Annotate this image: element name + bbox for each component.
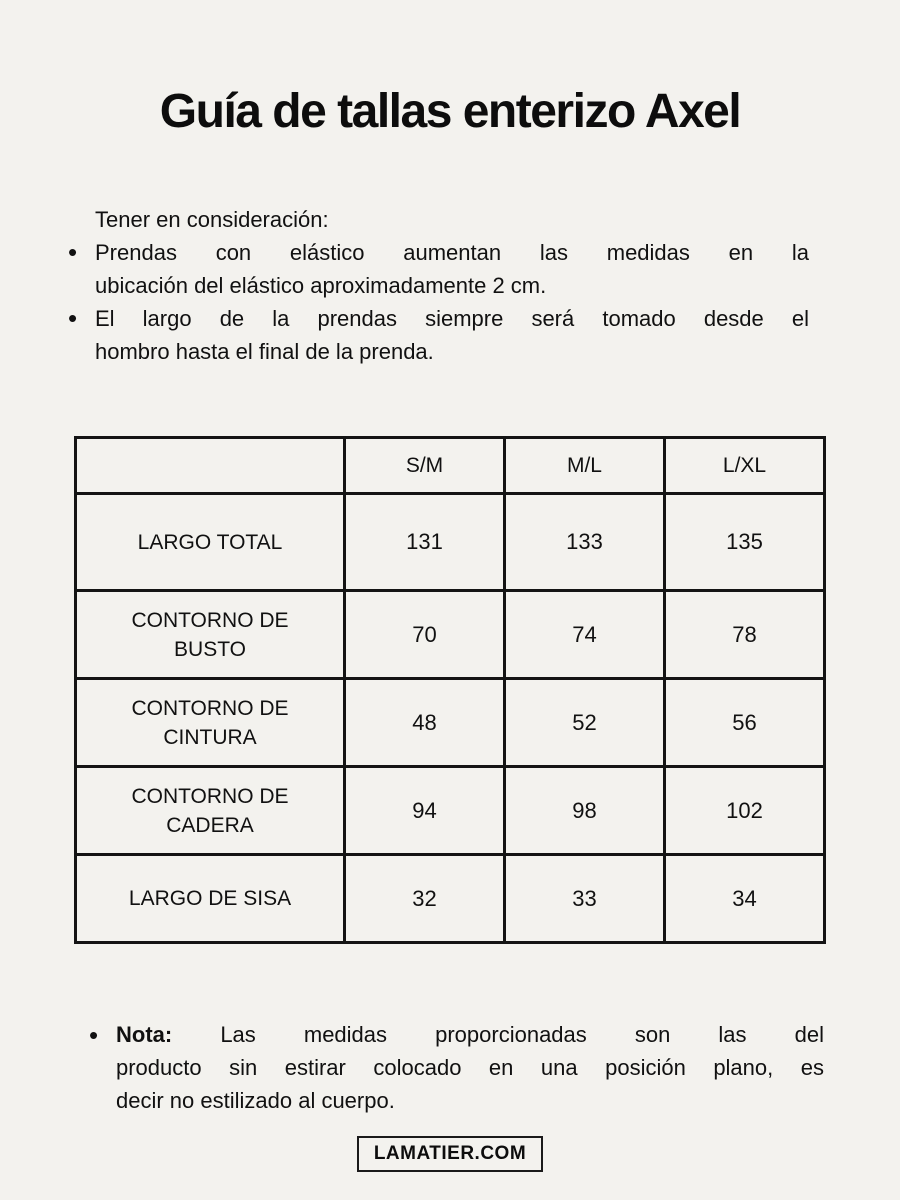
bullet-icon: • [68,303,78,333]
value-cell: 98 [505,767,665,855]
text-line: El largo de la prendas siempre será tomado desde el [95,306,809,331]
row-label: CONTORNO DE CINTURA [131,696,289,749]
text-line: hombro hasta el final de la prenda. [95,339,434,364]
text-line [116,1018,824,1051]
footer [0,1136,900,1172]
page-title: Guía de tallas enterizo Axel [159,85,741,138]
row-label: LARGO DE SISA [128,887,292,910]
value-cell: 131 [345,494,505,591]
table-row [76,494,825,591]
text-line: producto sin estirar colocado en una posición plano, es [116,1055,824,1080]
note-label: Nota: [116,1022,173,1047]
value-cell: 78 [665,591,825,679]
value-cell: 102 [665,767,825,855]
text-line: ubicación del elástico aproximadamente 2 cm. [95,273,547,298]
table-header-cell-lxl: L/XL [665,438,825,494]
list-item [68,236,809,302]
table-row [76,767,825,855]
bullet-icon: • [89,1020,99,1050]
table-header-cell-sm: S/M [345,438,505,494]
size-table [74,436,826,944]
value-cell: 32 [345,855,505,943]
row-label-cell [76,591,345,679]
value-cell: 135 [665,494,825,591]
considerations-section [68,203,809,368]
table-header-cell-empty [76,438,345,494]
value-cell: 52 [505,679,665,767]
considerations-list [68,236,809,368]
note-text: Las medidas proporcionadas son las del [220,1022,824,1047]
value-cell: 94 [345,767,505,855]
value-cell: 133 [505,494,665,591]
table-row [76,855,825,943]
value-cell: 74 [505,591,665,679]
row-label-cell [76,855,345,943]
text-line: decir no estilizado al cuerpo. [116,1088,395,1113]
considerations-heading: Tener en consideración: [95,207,329,232]
site-badge: LAMATIER.COM [357,1136,543,1172]
bullet-icon: • [68,237,78,267]
note-section [89,1018,824,1117]
row-label: CONTORNO DE BUSTO [131,608,289,661]
table-header-cell-ml: M/L [505,438,665,494]
value-cell: 33 [505,855,665,943]
row-label: LARGO TOTAL [137,530,283,554]
row-label-cell [76,494,345,591]
value-cell: 34 [665,855,825,943]
row-label-cell [76,679,345,767]
list-item [68,302,809,368]
table-header-row [76,438,825,494]
value-cell: 56 [665,679,825,767]
text-line: Prendas con elástico aumentan las medidas en la [95,240,809,265]
value-cell: 70 [345,591,505,679]
table-row [76,679,825,767]
row-label: CONTORNO DE CADERA [131,784,289,837]
row-label-cell [76,767,345,855]
table-row [76,591,825,679]
value-cell: 48 [345,679,505,767]
